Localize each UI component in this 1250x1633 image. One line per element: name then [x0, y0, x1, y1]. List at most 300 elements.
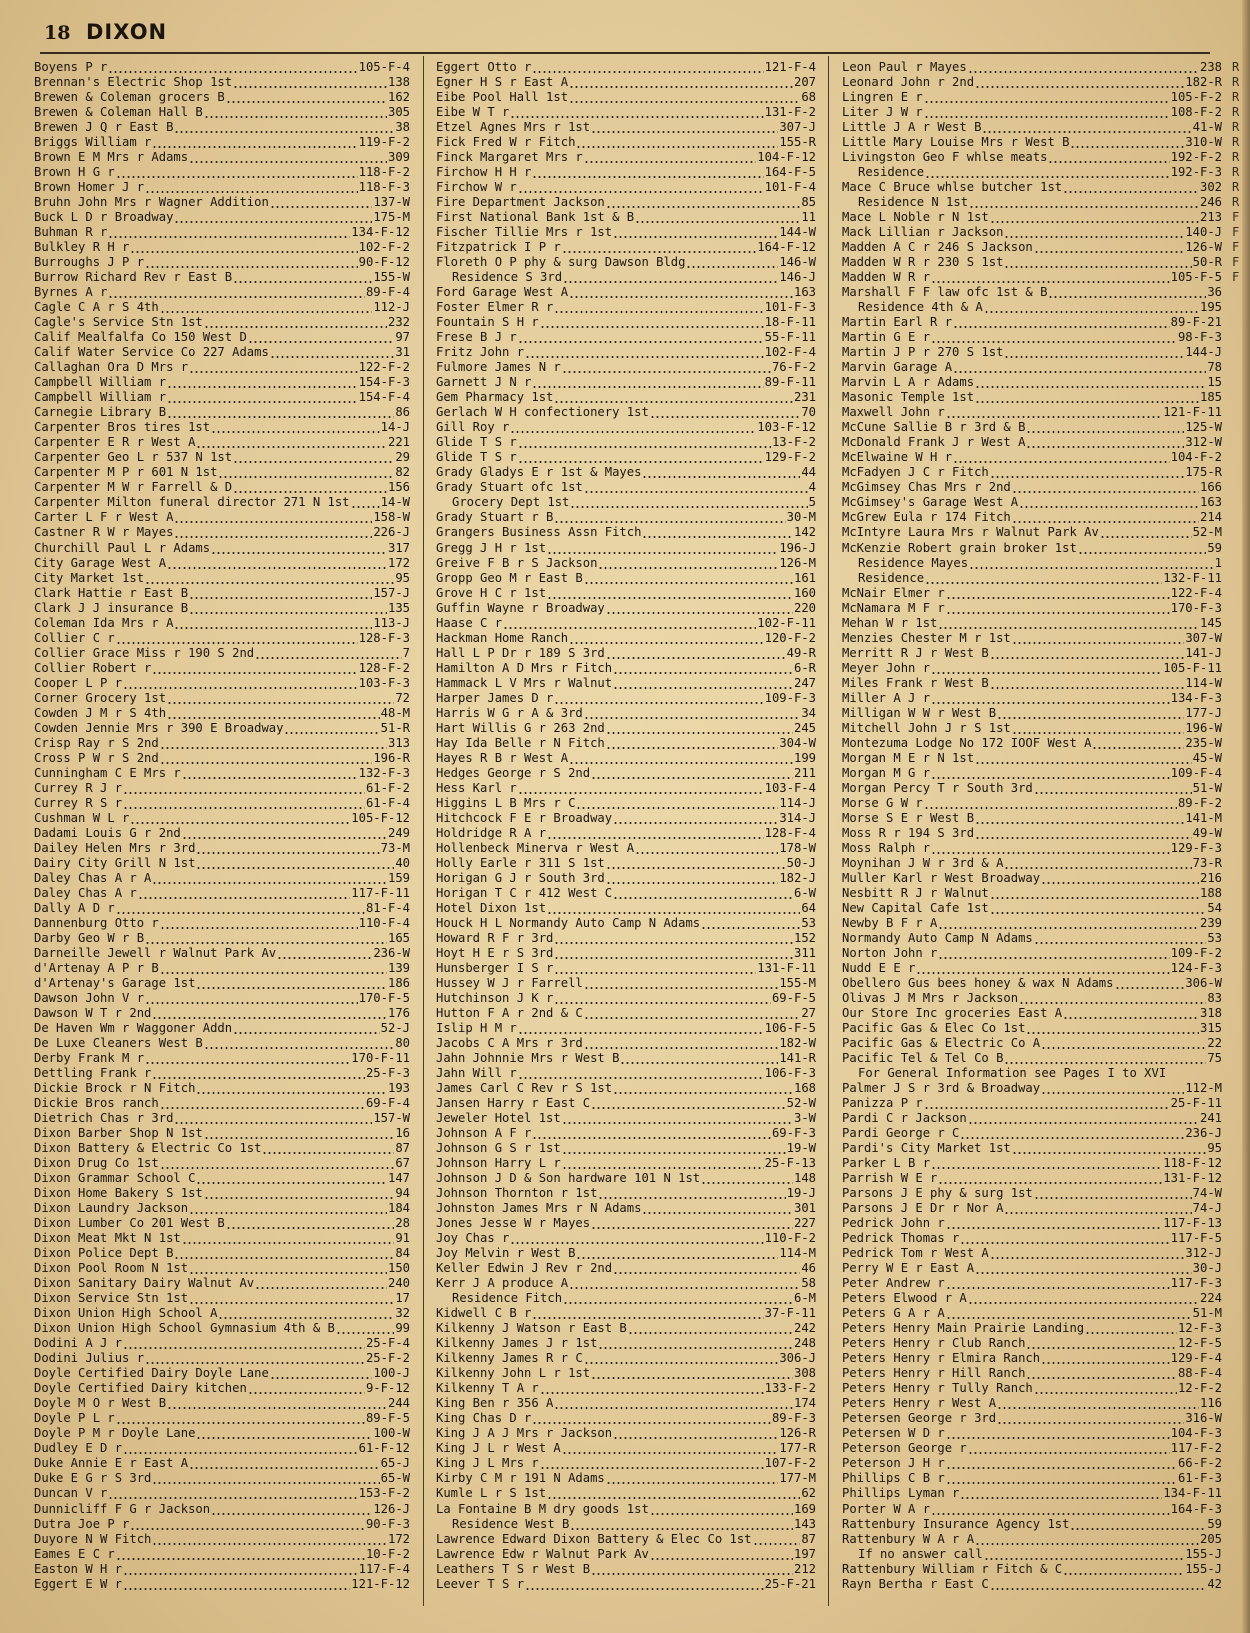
entry-phone: 89-F-5 [365, 1411, 410, 1426]
directory-entry [34, 480, 410, 495]
entry-phone: 41-W [1192, 120, 1222, 135]
directory-entry [34, 330, 410, 345]
directory-entry [34, 826, 410, 841]
entry-phone: 109-F-3 [764, 690, 816, 705]
entry-phone: 75 [1207, 1051, 1222, 1066]
entry-name: Milligan W W r West B [842, 705, 997, 720]
entry-name: Residence [858, 165, 925, 180]
directory-entry [842, 315, 1222, 330]
entry-phone: 188 [1199, 885, 1222, 900]
directory-entry [34, 1051, 410, 1066]
directory-entry [34, 285, 410, 300]
directory-entry [436, 165, 816, 180]
entry-phone: 117-F-4 [358, 1561, 410, 1576]
entry-phone: 165 [387, 930, 410, 945]
dot-leader [584, 1351, 779, 1366]
entry-name: Johnson A F r [436, 1126, 532, 1141]
dot-leader [613, 1261, 800, 1276]
dot-leader [255, 1276, 387, 1291]
directory-entry [842, 1366, 1222, 1381]
entry-phone: 61-F-2 [365, 780, 410, 795]
entry-name: City Garage West A [34, 555, 167, 570]
entry-phone: 89-F-4 [365, 285, 410, 300]
dot-leader [1070, 1517, 1206, 1532]
dot-leader [584, 480, 808, 495]
directory-entry [436, 1201, 816, 1216]
directory-entry [34, 1547, 410, 1562]
entry-phone: 81-F-4 [365, 900, 410, 915]
entry-phone: 157-W [373, 1111, 410, 1126]
directory-entry [34, 631, 410, 646]
entry-name: Buck L D r Broadway [34, 210, 174, 225]
directory-entry [34, 1291, 410, 1306]
entry-name: Churchill Paul L r Adams [34, 540, 211, 555]
entry-name: Calif Mealfalfa Co 150 West D [34, 330, 247, 345]
entry-name: Hart Willis G r 263 2nd [436, 720, 605, 735]
directory-entry [34, 1156, 410, 1171]
entry-name: Gregg J H r 1st [436, 540, 547, 555]
entry-name: McElwaine W H r [842, 450, 953, 465]
entry-name: Haase C r [436, 615, 503, 630]
entry-phone: 61-F-4 [365, 795, 410, 810]
dot-leader [1034, 931, 1207, 946]
dot-leader [532, 1411, 771, 1426]
dot-leader [123, 796, 365, 811]
dot-leader [701, 916, 800, 931]
entry-phone: 178-W [779, 840, 816, 855]
directory-entry [842, 1441, 1222, 1456]
entry-name: Johnston James Mrs r N Adams [436, 1201, 642, 1216]
directory-entry [34, 300, 410, 315]
entry-name: Duke Annie E r East A [34, 1456, 189, 1471]
edge-letter: F [1232, 225, 1240, 240]
entry-phone: 129-F-4 [1170, 1351, 1222, 1366]
dot-leader [686, 255, 778, 270]
dot-leader [984, 1547, 1185, 1562]
entry-phone: 83 [1207, 990, 1222, 1005]
dot-leader [226, 1216, 395, 1231]
entry-name: Lawrence Edw r Walnut Park Av [436, 1546, 649, 1561]
entry-phone: 13-F-2 [771, 435, 816, 450]
directory-entry [436, 1426, 816, 1441]
entry-phone: 52-M [1192, 525, 1222, 540]
dot-leader [547, 541, 778, 556]
directory-entry [842, 646, 1222, 661]
dot-leader [554, 390, 793, 405]
directory-entry [842, 420, 1222, 435]
entry-name: McGrew Eula r 174 Fitch [842, 510, 1011, 525]
entry-name: Carpenter Bros tires 1st [34, 420, 211, 435]
dot-leader [152, 871, 387, 886]
dot-leader [613, 225, 778, 240]
entry-phone: 240 [387, 1276, 410, 1291]
dot-leader [576, 796, 778, 811]
dot-leader [248, 1381, 365, 1396]
dot-leader [233, 480, 387, 495]
entry-phone: 199 [793, 750, 816, 765]
entry-phone: 310-W [1185, 135, 1222, 150]
dot-leader [547, 901, 800, 916]
dot-leader [518, 1066, 764, 1081]
entry-name: Glide T S r [436, 435, 517, 450]
entry-phone: 122-F-2 [358, 360, 410, 375]
entry-phone: 312-W [1185, 435, 1222, 450]
entry-phone: 62 [801, 1486, 816, 1501]
entry-phone: 164-F-5 [764, 165, 816, 180]
dot-leader [167, 375, 358, 390]
entry-phone: 7 [402, 645, 410, 660]
dot-leader [547, 586, 793, 601]
entry-name: Rattenbury William r Fitch & C [842, 1561, 1063, 1576]
entry-phone: 140-J [1185, 225, 1222, 240]
entry-phone: 102-F-11 [757, 615, 816, 630]
directory-entry [436, 420, 816, 435]
dot-leader [1004, 856, 1191, 871]
entry-phone: 106-F-3 [764, 1066, 816, 1081]
entry-name: Firchow W r [436, 180, 517, 195]
entry-name: Fitzpatrick I P r [436, 240, 561, 255]
entry-phone: 100-W [373, 1426, 410, 1441]
entry-phone: 207 [793, 75, 816, 90]
entry-phone: 239 [1199, 915, 1222, 930]
directory-entry [34, 1502, 410, 1517]
entry-name: Dickie Bros ranch [34, 1096, 159, 1111]
entry-phone: 49-R [786, 645, 816, 660]
entry-name: City Market 1st [34, 570, 145, 585]
directory-entry [436, 856, 816, 871]
entry-name: Porter W A r [842, 1501, 931, 1516]
dot-leader [270, 195, 373, 210]
entry-name: New Capital Cafe 1st [842, 900, 989, 915]
dot-leader [1004, 1201, 1191, 1216]
entry-phone: 125-W [1185, 420, 1222, 435]
dot-leader [997, 1396, 1199, 1411]
entry-name: Holdridge R A r [436, 825, 547, 840]
entry-name: Collier C r [34, 630, 115, 645]
dot-leader [1078, 541, 1207, 556]
dot-leader [160, 1096, 365, 1111]
entry-phone: 128-F-3 [358, 630, 410, 645]
entry-name: Callaghan Ora D Mrs r [34, 360, 189, 375]
dot-leader [946, 405, 1163, 420]
dot-leader [1004, 345, 1184, 360]
entry-phone: 135 [387, 600, 410, 615]
dot-leader [613, 661, 793, 676]
directory-entry [842, 571, 1222, 586]
entry-phone: 141-R [779, 1051, 816, 1066]
entry-phone: 87 [395, 1141, 410, 1156]
directory-entry [34, 195, 410, 210]
directory-entry [436, 450, 816, 465]
directory-entry [842, 556, 1222, 571]
entry-name: Hotel Dixon 1st [436, 900, 547, 915]
dot-leader [108, 285, 365, 300]
dot-leader [613, 1081, 793, 1096]
dot-leader [518, 781, 764, 796]
entry-phone: 221 [387, 435, 410, 450]
entry-name: Grady Stuart ofc 1st [436, 480, 583, 495]
directory-entry [842, 270, 1222, 285]
directory-entry [34, 616, 410, 631]
dot-leader [563, 1291, 793, 1306]
entry-name: Normandy Auto Camp N Adams [842, 930, 1033, 945]
directory-entry [436, 721, 816, 736]
entry-phone: 105-F-5 [1170, 270, 1222, 285]
directory-entry [842, 300, 1222, 315]
entry-phone: 16 [395, 1126, 410, 1141]
directory-entry [34, 435, 410, 450]
dot-leader [167, 556, 387, 571]
dot-leader [532, 165, 763, 180]
entry-phone: 12-F-5 [1177, 1336, 1222, 1351]
directory-entry [34, 1096, 410, 1111]
dot-leader [975, 1261, 1192, 1276]
entry-phone: 103-F-4 [764, 780, 816, 795]
entry-name: Dixon Pool Room N 1st [34, 1261, 189, 1276]
dot-leader [510, 1231, 763, 1246]
dot-leader [130, 1517, 365, 1532]
entry-phone: 312-J [1185, 1246, 1222, 1261]
directory-entry [34, 210, 410, 225]
directory-entry [34, 901, 410, 916]
dot-leader [990, 646, 1185, 661]
entry-name: Frese B J r [436, 330, 517, 345]
directory-entry [34, 135, 410, 150]
entry-name: Dodini A J r [34, 1336, 123, 1351]
entry-name: Moynihan J W r 3rd & A [842, 855, 1004, 870]
directory-entry [34, 1532, 410, 1547]
directory-entry [34, 1111, 410, 1126]
entry-phone: 170-F-3 [1170, 600, 1222, 615]
dot-leader [969, 195, 1199, 210]
dot-leader [563, 270, 778, 285]
entry-name: Hussey W J r Farrell [436, 975, 583, 990]
entry-name: Moss R r 194 S 3rd [842, 825, 975, 840]
entry-phone: 132-F-3 [358, 765, 410, 780]
directory-entry [842, 150, 1222, 165]
directory-entry [842, 661, 1222, 676]
dot-leader [1026, 420, 1184, 435]
entry-name: Kidwell C B r [436, 1306, 532, 1321]
entry-name: Hoyt H E r S 3rd [436, 945, 554, 960]
dot-leader [1012, 721, 1185, 736]
dot-leader [152, 135, 357, 150]
dot-leader [1004, 255, 1191, 270]
entry-phone: 129-F-3 [1170, 840, 1222, 855]
entry-name: Peterson J H r [842, 1456, 945, 1471]
entry-name: Dutra Joe P r [34, 1516, 130, 1531]
entry-phone: 177-M [779, 1471, 816, 1486]
dot-leader [969, 556, 1214, 571]
entry-name: King J L Mrs r [436, 1456, 539, 1471]
entry-phone: 246 [1199, 195, 1222, 210]
entry-phone: 12-F-2 [1177, 1381, 1222, 1396]
entry-phone: 174 [793, 1396, 816, 1411]
directory-entry [842, 676, 1222, 691]
entry-phone: 110-F-2 [764, 1231, 816, 1246]
entry-name: Hollenbeck Minerva r West A [436, 840, 635, 855]
dot-leader [540, 1456, 764, 1471]
entry-name: Dixon Barber Shop N 1st [34, 1126, 203, 1141]
directory-entry [436, 120, 816, 135]
entry-name: King Ben r 356 A [436, 1396, 554, 1411]
directory-entry [436, 390, 816, 405]
dot-leader [510, 420, 756, 435]
directory-entry [34, 1562, 410, 1577]
entry-phone: 104-F-3 [1170, 1426, 1222, 1441]
entry-phone: 22 [1207, 1036, 1222, 1051]
directory-entry [436, 225, 816, 240]
directory-entry [436, 1351, 816, 1366]
entry-name: Doyle P L r [34, 1411, 115, 1426]
directory-entry [842, 1186, 1222, 1201]
directory-entry [34, 991, 410, 1006]
entry-name: Egner H S r East A [436, 75, 569, 90]
directory-entry [34, 706, 410, 721]
directory-entry [842, 1021, 1222, 1036]
entry-name: Howard R F r 3rd [436, 930, 554, 945]
dot-leader [953, 450, 1170, 465]
dot-leader [174, 525, 372, 540]
directory-entry [842, 811, 1222, 826]
entry-phone: 19-J [786, 1186, 816, 1201]
dot-leader [116, 1411, 365, 1426]
dot-leader [233, 1021, 380, 1036]
dot-leader [540, 315, 764, 330]
dot-leader [196, 1171, 387, 1186]
entry-phone: 155-J [1185, 1546, 1222, 1561]
directory-entry [34, 946, 410, 961]
directory-entry [34, 721, 410, 736]
entry-name: De Haven Wm r Waggoner Addn [34, 1021, 233, 1035]
directory-entry [34, 856, 410, 871]
dot-leader [248, 330, 395, 345]
entry-phone: 231 [793, 390, 816, 405]
entry-phone: 90-F-3 [365, 1516, 410, 1531]
dot-leader [204, 105, 387, 120]
entry-name: Peters Henry Main Prairie Landing [842, 1321, 1085, 1336]
directory-entry [34, 781, 410, 796]
entry-name: Olivas J M Mrs r Jackson [842, 990, 1019, 1005]
directory-entry [842, 210, 1222, 225]
edge-letter: R [1232, 135, 1240, 150]
directory-entry [842, 826, 1222, 841]
entry-name: Dixon Grammar School C [34, 1171, 196, 1186]
entry-phone: 131-F-2 [764, 105, 816, 120]
directory-entry [436, 691, 816, 706]
dot-leader [576, 1246, 778, 1261]
directory-entry [842, 931, 1222, 946]
entry-phone: 196-W [1185, 720, 1222, 735]
entry-name: Leonard John r 2nd [842, 75, 975, 90]
entry-name: Merritt R J r West B [842, 645, 989, 660]
entry-phone: 69-F-3 [771, 1126, 816, 1141]
directory-entry [842, 1231, 1222, 1246]
entry-name: Daley Chas A r [34, 885, 137, 900]
dot-leader [167, 706, 380, 721]
entry-name: Mace C Bruce whlse butcher 1st [842, 180, 1063, 195]
entry-phone: 117-F-2 [1170, 1441, 1222, 1456]
dot-leader [990, 465, 1185, 480]
entry-phone: 131-F-11 [757, 960, 816, 975]
dot-leader [196, 976, 387, 991]
entry-name: Jeweler Hotel 1st [436, 1111, 561, 1126]
directory-entry [842, 345, 1222, 360]
entry-name: McNamara M F r [842, 600, 945, 615]
directory-entry [436, 841, 816, 856]
directory-entry [842, 1006, 1222, 1021]
entry-phone: 29 [395, 450, 410, 465]
entry-phone: 185 [1199, 390, 1222, 405]
entry-phone: 53 [801, 915, 816, 930]
directory-entry [842, 1471, 1222, 1486]
directory-entry [34, 976, 410, 991]
directory-entry [842, 525, 1222, 540]
directory-entry [436, 1366, 816, 1381]
directory-entry [436, 255, 816, 270]
directory-entry [842, 1486, 1222, 1501]
directory-entry [436, 525, 816, 540]
entry-phone: 117-F-3 [1170, 1276, 1222, 1291]
entry-name: Fritz John r [436, 345, 525, 360]
entry-name: Lawrence Edward Dixon Battery & Elec Co 1st [436, 1531, 752, 1546]
entry-name: Bulkley R H r [34, 240, 130, 255]
entry-name: Peters Henry r Hill Ranch [842, 1366, 1026, 1381]
entry-name: Rayn Bertha r East C [842, 1576, 989, 1591]
dot-leader [547, 826, 764, 841]
entry-name: Eggert Otto r [436, 60, 532, 74]
directory-entry [34, 390, 410, 405]
directory-entry [436, 375, 816, 390]
dot-leader [924, 1096, 1170, 1111]
entry-name: Dudley E D r [34, 1441, 123, 1456]
entry-name: Parrish W E r [842, 1171, 938, 1186]
directory-entry [436, 135, 816, 150]
dot-leader [990, 210, 1199, 225]
directory-entry [842, 1456, 1222, 1471]
entry-phone: 196-J [779, 540, 816, 555]
directory-column-3 [842, 60, 1222, 1600]
entry-phone: 34 [801, 705, 816, 720]
dot-leader [975, 390, 1199, 405]
directory-entry [34, 601, 410, 616]
dot-leader [606, 195, 801, 210]
directory-entry [842, 1036, 1222, 1051]
entry-phone: 89-F-3 [771, 1411, 816, 1426]
directory-entry [436, 1456, 816, 1471]
entry-phone: 100-J [373, 1366, 410, 1381]
entry-name: Peters Henry r Club Ranch [842, 1336, 1026, 1351]
directory-entry [436, 1547, 816, 1562]
entry-phone: 64 [801, 900, 816, 915]
entry-phone: 67 [395, 1156, 410, 1171]
entry-phone: 101-F-3 [764, 300, 816, 315]
entry-name: Eggert E W r [34, 1576, 123, 1591]
entry-name: Duyore N W Fitch [34, 1531, 152, 1546]
entry-name: Fountain S H r [436, 315, 539, 330]
directory-entry [34, 1351, 410, 1366]
dot-leader [174, 1246, 394, 1261]
entry-name: Eibe W T r [436, 105, 510, 120]
entry-phone: 236-J [1185, 1126, 1222, 1141]
entry-name: Rattenbury W A r A [842, 1531, 975, 1546]
entry-name: Glide T S r [436, 450, 517, 465]
entry-name: Martin G E r [842, 330, 931, 345]
dot-leader [642, 1201, 793, 1216]
dot-leader [946, 601, 1170, 616]
directory-entry: For General Information see Pages I to XVI [858, 1066, 1167, 1081]
directory-entry [436, 1336, 816, 1351]
